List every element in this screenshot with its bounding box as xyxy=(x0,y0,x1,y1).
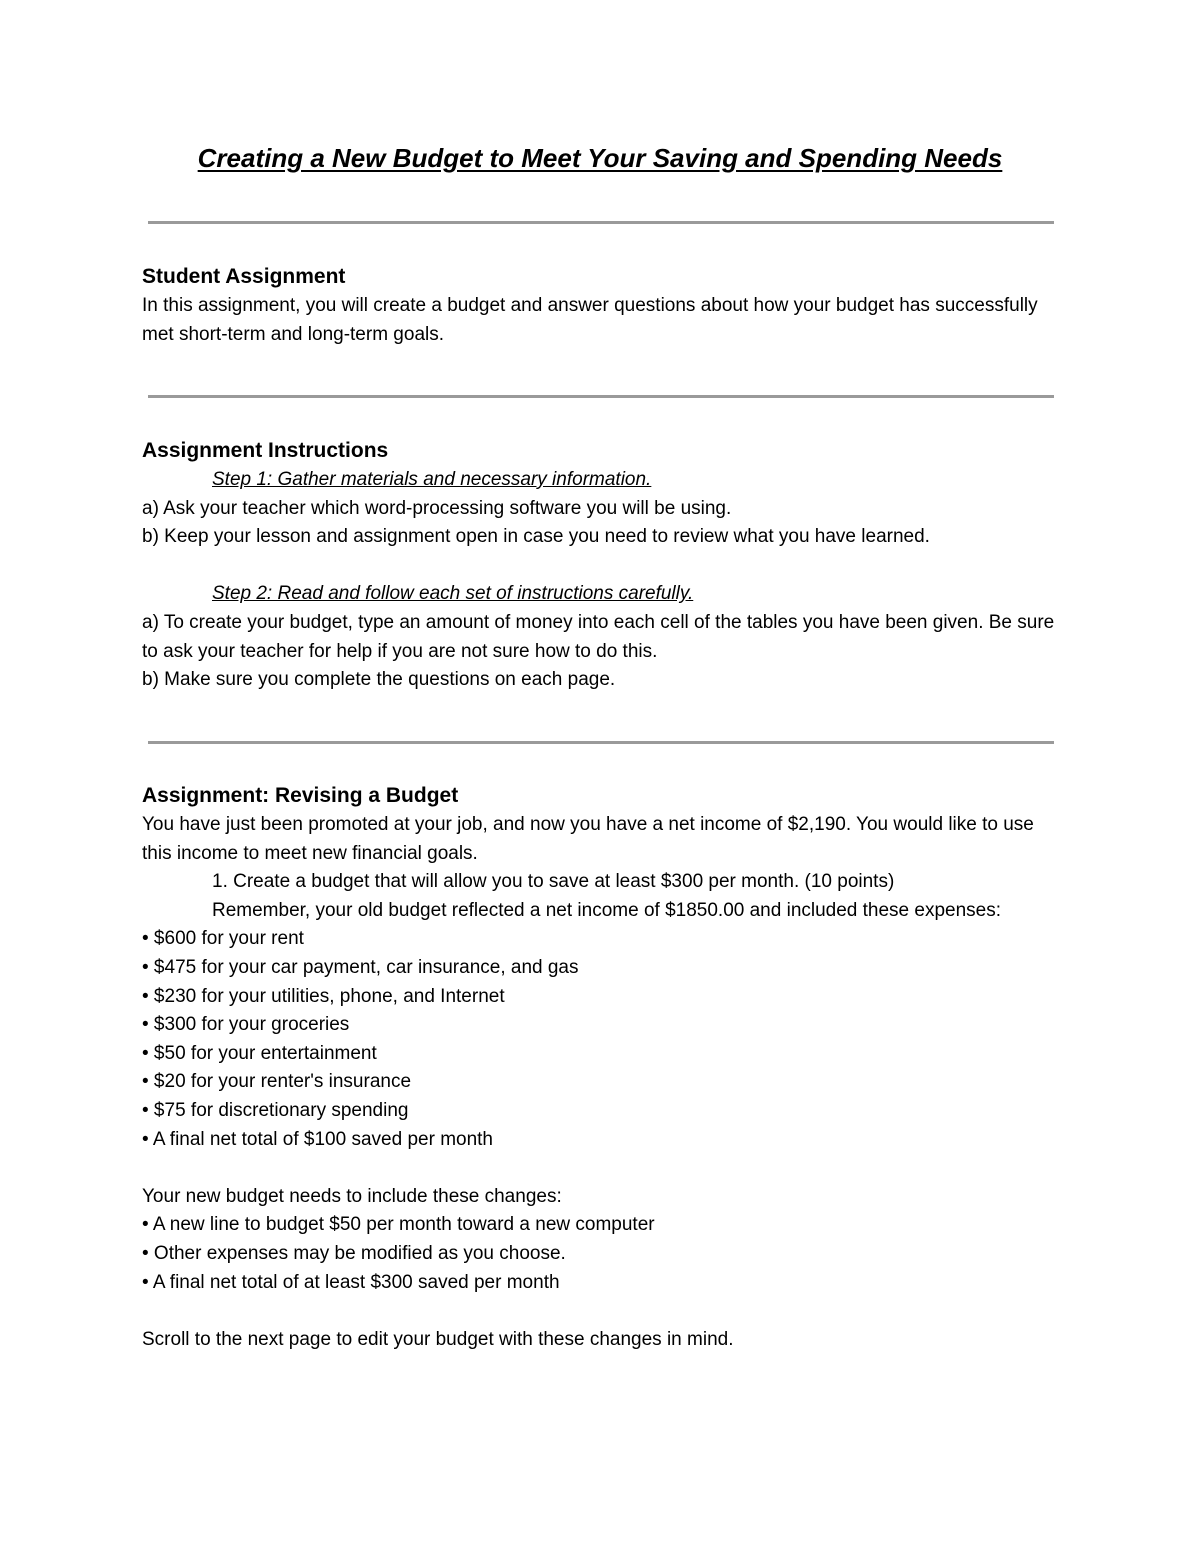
section-divider xyxy=(148,395,1054,398)
old-expense-item: • $300 for your groceries xyxy=(142,1014,350,1036)
student-assignment-body: In this assignment, you will create a budget and answer questions about how your budget has successfully met short-term and long-term goals. xyxy=(142,295,1038,345)
old-expense-item: • $475 for your car payment, car insurance, and gas xyxy=(142,956,579,978)
step-2-label: Step 2: Read and follow each set of instructions carefully. xyxy=(212,583,694,605)
changes-intro: Your new budget needs to include these changes: xyxy=(142,1185,562,1207)
instructions-heading: Assignment Instructions xyxy=(142,439,389,462)
revising-intro: You have just been promoted at your job, and now you have a net income of $2,190. You would like to use this income to meet new financial goals. xyxy=(142,814,1034,864)
old-expense-item: • $50 for your entertainment xyxy=(142,1042,377,1064)
instructions-section xyxy=(142,436,1062,695)
document-title: Creating a New Budget to Meet Your Saving and Spending Needs xyxy=(197,143,1003,173)
old-expense-item: • A final net total of $100 saved per month xyxy=(142,1128,493,1150)
old-expense-item: • $20 for your renter's insurance xyxy=(142,1071,412,1093)
step-1-label: Step 1: Gather materials and necessary information. xyxy=(212,469,652,490)
step-2-item: b) Make sure you complete the questions on each page. xyxy=(142,669,616,691)
section-divider xyxy=(148,741,1054,744)
change-item: • Other expenses may be modified as you choose. xyxy=(142,1242,566,1264)
revising-remember: Remember, your old budget reflected a net income of $1850.00 and included these expenses: xyxy=(212,899,1002,921)
student-assignment-section xyxy=(142,262,1062,349)
old-expense-item: • $230 for your utilities, phone, and Internet xyxy=(142,985,505,1007)
old-expense-item: • $75 for discretionary spending xyxy=(142,1099,409,1121)
closing-note: Scroll to the next page to edit your budget with these changes in mind. xyxy=(142,1328,734,1350)
step-1-item: a) Ask your teacher which word-processing software you will be using. xyxy=(142,497,732,519)
change-item: • A final net total of at least $300 saved per month xyxy=(142,1271,560,1293)
revising-heading: Assignment: Revising a Budget xyxy=(142,784,459,807)
step-2-item: a) To create your budget, type an amount of money into each cell of the tables you have been given. Be sure to ask your teacher for help if you are not sure how to do this. xyxy=(142,611,1055,662)
revising-task: 1. Create a budget that will allow you to save at least $300 per month. (10 points) xyxy=(212,871,895,893)
change-item: • A new line to budget $50 per month toward a new computer xyxy=(142,1214,655,1236)
student-assignment-heading: Student Assignment xyxy=(142,265,346,288)
revising-section xyxy=(142,781,1062,1354)
step-1-item: b) Keep your lesson and assignment open in case you need to review what you have learned. xyxy=(142,526,930,548)
old-expense-item: • $600 for your rent xyxy=(142,928,304,950)
section-divider xyxy=(148,221,1054,224)
